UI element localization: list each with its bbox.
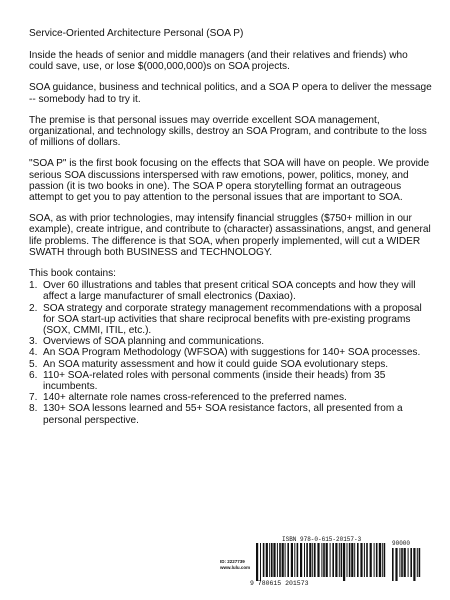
- list-item: [29, 358, 434, 370]
- list-text: Overviews of SOA planning and communications.: [43, 336, 265, 348]
- barcode-bar: [312, 543, 313, 577]
- list-number: 6.: [29, 369, 38, 381]
- contents-intro: This book contains:: [29, 268, 116, 280]
- barcode-bar: [326, 543, 328, 577]
- barcode-bar: [287, 543, 289, 577]
- barcode-bar: [330, 543, 331, 577]
- list-item: [29, 336, 434, 348]
- list-item: [29, 403, 434, 426]
- isbn-barcode-area: [220, 535, 425, 590]
- barcode-bar: [309, 543, 311, 577]
- barcode-bar: [392, 548, 394, 581]
- barcode-bar: [408, 548, 409, 577]
- barcode-bar: [285, 543, 286, 577]
- list-text: 140+ alternate role names cross-referenced to the preferred names.: [43, 392, 347, 404]
- list-text: An SOA maturity assessment and how it could guide SOA evolutionary steps.: [43, 358, 389, 370]
- barcode-bar: [349, 543, 351, 577]
- barcode-bar: [364, 543, 365, 577]
- barcode-bar: [374, 543, 375, 577]
- site-line: www.lulu.com: [220, 564, 251, 570]
- barcode-bar: [384, 543, 386, 577]
- list-number: 1.: [29, 280, 38, 292]
- barcode-bar: [300, 543, 302, 577]
- barcode-bar: [317, 543, 319, 577]
- barcode-bar: [379, 543, 381, 577]
- isbn-label: ISBN 978-0-615-20157-3: [282, 536, 362, 543]
- barcode-bar: [347, 543, 348, 577]
- barcode-bar: [271, 543, 273, 577]
- barcode-bar: [399, 548, 400, 577]
- ean-barcode: [256, 543, 388, 581]
- paragraph-1: Inside the heads of senior and middle managers (and their relatives and friends) who could save, use, or lose $(000,000,000)s on SOA projects.: [29, 50, 408, 73]
- list-number: 7.: [29, 392, 38, 404]
- paragraph-5: SOA, as with prior technologies, may intensify financial struggles ($750+ million in our example), create intrigue, and contribute to (character) assassinations, angst, and general life problems. The difference is that SOA, when properly implemented, will cut a WIDER SWATH through both BUSINESS and TECHNOLOGY.: [29, 213, 431, 258]
- barcode-bar: [323, 543, 325, 577]
- barcode-bar: [343, 543, 345, 581]
- list-number: 2.: [29, 302, 38, 314]
- barcode-bar: [335, 543, 337, 577]
- paragraph-2: SOA guidance, business and technical politics, and a SOA P opera to deliver the message -- somebody had to try it.: [29, 82, 432, 105]
- publisher-id: [220, 559, 250, 570]
- barcode-bar: [351, 543, 353, 577]
- barcode-bar: [376, 543, 378, 577]
- list-text: An SOA Program Methodology (WFSOA) with suggestions for 140+ SOA processes.: [43, 347, 421, 359]
- ean-digits: 9 780615 201573: [250, 580, 309, 587]
- barcode-bar: [401, 548, 403, 577]
- list-text: 110+ SOA-related roles with personal comments (inside their heads) from 35 incumbents.: [43, 369, 386, 393]
- barcode-bar: [417, 548, 418, 577]
- barcode-bar: [256, 543, 258, 581]
- list-text: SOA strategy and corporate strategy management recommendations with a proposal for SOA start-up activities that share reciprocal benefits with pre-existing programs (SOX, CMMI, ITIL, etc.).: [43, 302, 422, 337]
- barcode-bar: [419, 548, 421, 577]
- barcode-bar: [297, 543, 299, 577]
- barcode-bar: [306, 543, 308, 577]
- barcode-bar: [282, 543, 284, 577]
- barcode-bar: [339, 543, 340, 577]
- barcode-bar: [410, 548, 412, 577]
- barcode-bar: [357, 543, 359, 577]
- barcode-bar: [404, 548, 406, 577]
- barcode-bar: [370, 543, 372, 577]
- addon-number: 90000: [392, 540, 411, 547]
- body-text: [29, 50, 434, 426]
- list-number: 4.: [29, 347, 38, 359]
- list-item: [29, 392, 434, 404]
- barcode-bar: [321, 543, 322, 577]
- paragraph-4: "SOA P" is the first book focusing on the effects that SOA will have on people. We provide serious SOA discussions interspersed with raw emotions, power, politics, money, and passion (it is two books in one). The SOA P opera storytelling format an outrageous attempt to get you to pay attention to the personal issues that are important to SOA.: [29, 158, 430, 204]
- barcode-bar: [382, 543, 383, 577]
- list-item: [29, 347, 434, 359]
- list-text: 130+ SOA lessons learned and 55+ SOA resistance factors, all presented from a personal perspective.: [43, 403, 403, 426]
- barcode-bar: [395, 548, 397, 581]
- barcode-bar: [260, 543, 261, 581]
- barcode-bar: [413, 548, 415, 581]
- barcode-bar: [332, 543, 334, 577]
- addon-barcode: [392, 548, 422, 581]
- barcode-bar: [360, 543, 362, 577]
- list-number: 8.: [29, 403, 38, 415]
- list-number: 5.: [29, 358, 38, 370]
- barcode-bar: [269, 543, 270, 577]
- barcode-bar: [366, 543, 368, 577]
- barcode-bar: [277, 543, 278, 577]
- list-number: 3.: [29, 336, 38, 348]
- paragraph-3: The premise is that personal issues may override excellent SOA management, organizational, and technology skills, destroy an SOA Program, and contribute to the loss of millions of dollars.: [29, 114, 427, 149]
- barcode-bar: [279, 543, 281, 577]
- contents-list: [29, 280, 434, 426]
- barcode-bar: [266, 543, 268, 577]
- barcode-bar: [314, 543, 316, 577]
- page-title: Service-Oriented Architecture Personal (SOA P): [29, 28, 244, 39]
- barcode-bar: [263, 543, 265, 577]
- barcode-bar: [341, 543, 343, 577]
- barcode-bar: [294, 543, 295, 577]
- id-line: ID: 2227739: [220, 559, 245, 564]
- barcode-bar: [273, 543, 275, 577]
- list-item: [29, 280, 434, 303]
- list-text: Over 60 illustrations and tables that present critical SOA concepts and how they will affect a large manufacturer of small electronics (Daxiao).: [43, 280, 416, 303]
- barcode-bar: [304, 543, 305, 577]
- barcode-bar: [354, 543, 355, 577]
- list-item: [29, 369, 434, 393]
- barcode-bar: [291, 543, 293, 577]
- list-item: [29, 302, 434, 337]
